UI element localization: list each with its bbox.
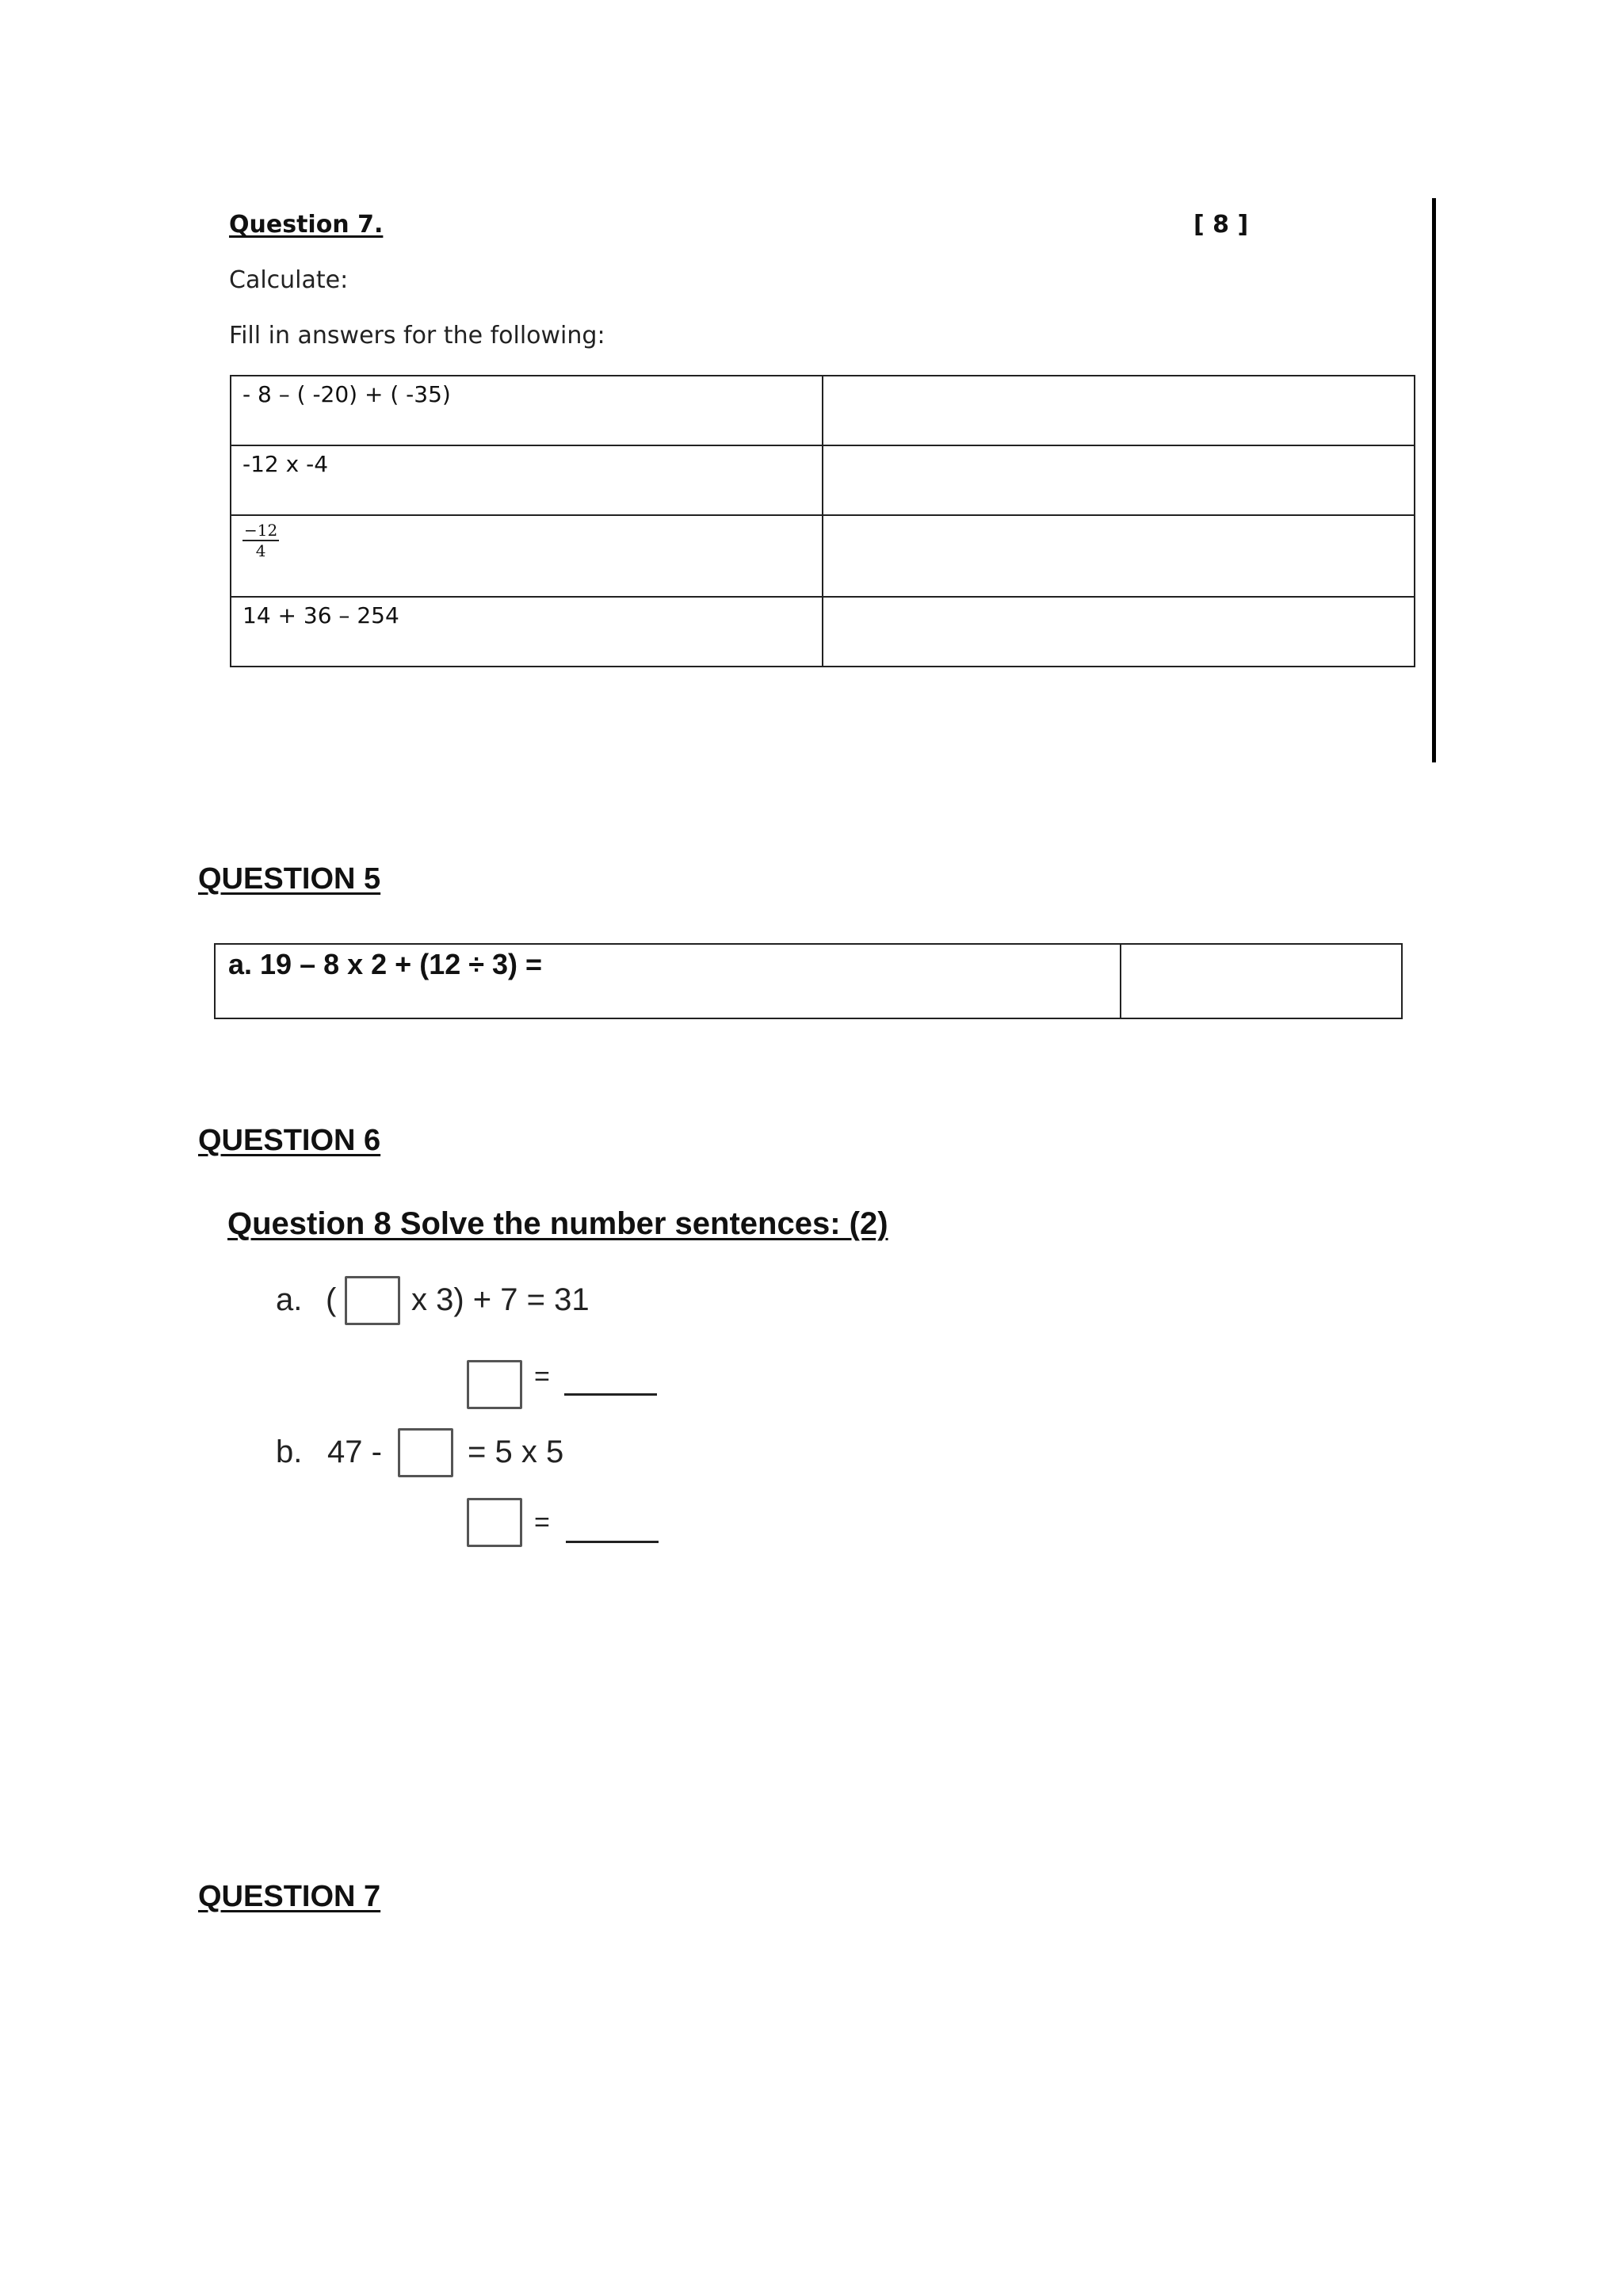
part-b-equation-rest: = 5 x 5 xyxy=(468,1435,564,1469)
fraction-numerator: −12 xyxy=(244,521,278,540)
instruction-fill-in: Fill in answers for the following: xyxy=(229,322,605,350)
answer-cell[interactable] xyxy=(823,376,1415,445)
question-5-label: a xyxy=(228,948,245,980)
question-5-answer-cell[interactable] xyxy=(1121,945,1401,1018)
table-row xyxy=(231,515,1415,597)
part-b-blank-box[interactable] xyxy=(398,1428,453,1477)
expression-cell: - 8 – ( -20) + ( -35) xyxy=(231,376,823,445)
answer-cell[interactable] xyxy=(823,597,1415,667)
question-5-expression-text: . 19 – 8 x 2 + (12 ÷ 3) = xyxy=(244,948,543,980)
part-a-answer-box[interactable] xyxy=(467,1360,522,1409)
question-5-expression xyxy=(228,948,542,981)
part-b-lead: 47 - xyxy=(327,1435,382,1469)
instruction-calculate: Calculate: xyxy=(229,266,349,294)
question-7-title: Question 7. xyxy=(229,211,384,239)
question-8-title: Question 8 Solve the number sentences: (2) xyxy=(227,1206,888,1241)
fraction xyxy=(242,521,279,560)
calculation-table xyxy=(230,375,1415,667)
fraction-denominator: 4 xyxy=(255,541,266,560)
table-row xyxy=(231,445,1415,515)
part-b-label: b. xyxy=(276,1435,303,1469)
part-a-answer-line[interactable] xyxy=(564,1393,657,1396)
marks-label: [ 8 ] xyxy=(1193,211,1249,239)
part-b-equals: = xyxy=(534,1507,550,1538)
part-a-label: a. xyxy=(276,1282,303,1317)
margin-bar xyxy=(1432,198,1436,762)
part-b-answer-box[interactable] xyxy=(467,1498,522,1547)
expression-cell: 14 + 36 – 254 xyxy=(231,597,823,667)
part-a-blank-box[interactable] xyxy=(345,1276,400,1325)
part-a-open-paren: ( xyxy=(326,1282,337,1317)
part-a-equals: = xyxy=(534,1362,550,1392)
expression-cell xyxy=(231,515,823,597)
answer-cell[interactable] xyxy=(823,445,1415,515)
section-heading-question-6: QUESTION 6 xyxy=(198,1124,381,1157)
answer-cell[interactable] xyxy=(823,515,1415,597)
table-row xyxy=(231,597,1415,667)
section-heading-question-7: QUESTION 7 xyxy=(198,1880,381,1913)
expression-cell: -12 x -4 xyxy=(231,445,823,515)
section-heading-question-5: QUESTION 5 xyxy=(198,862,381,896)
table-row xyxy=(231,376,1415,445)
part-b-answer-line[interactable] xyxy=(566,1541,659,1543)
part-a-equation-rest: x 3) + 7 = 31 xyxy=(411,1282,590,1317)
